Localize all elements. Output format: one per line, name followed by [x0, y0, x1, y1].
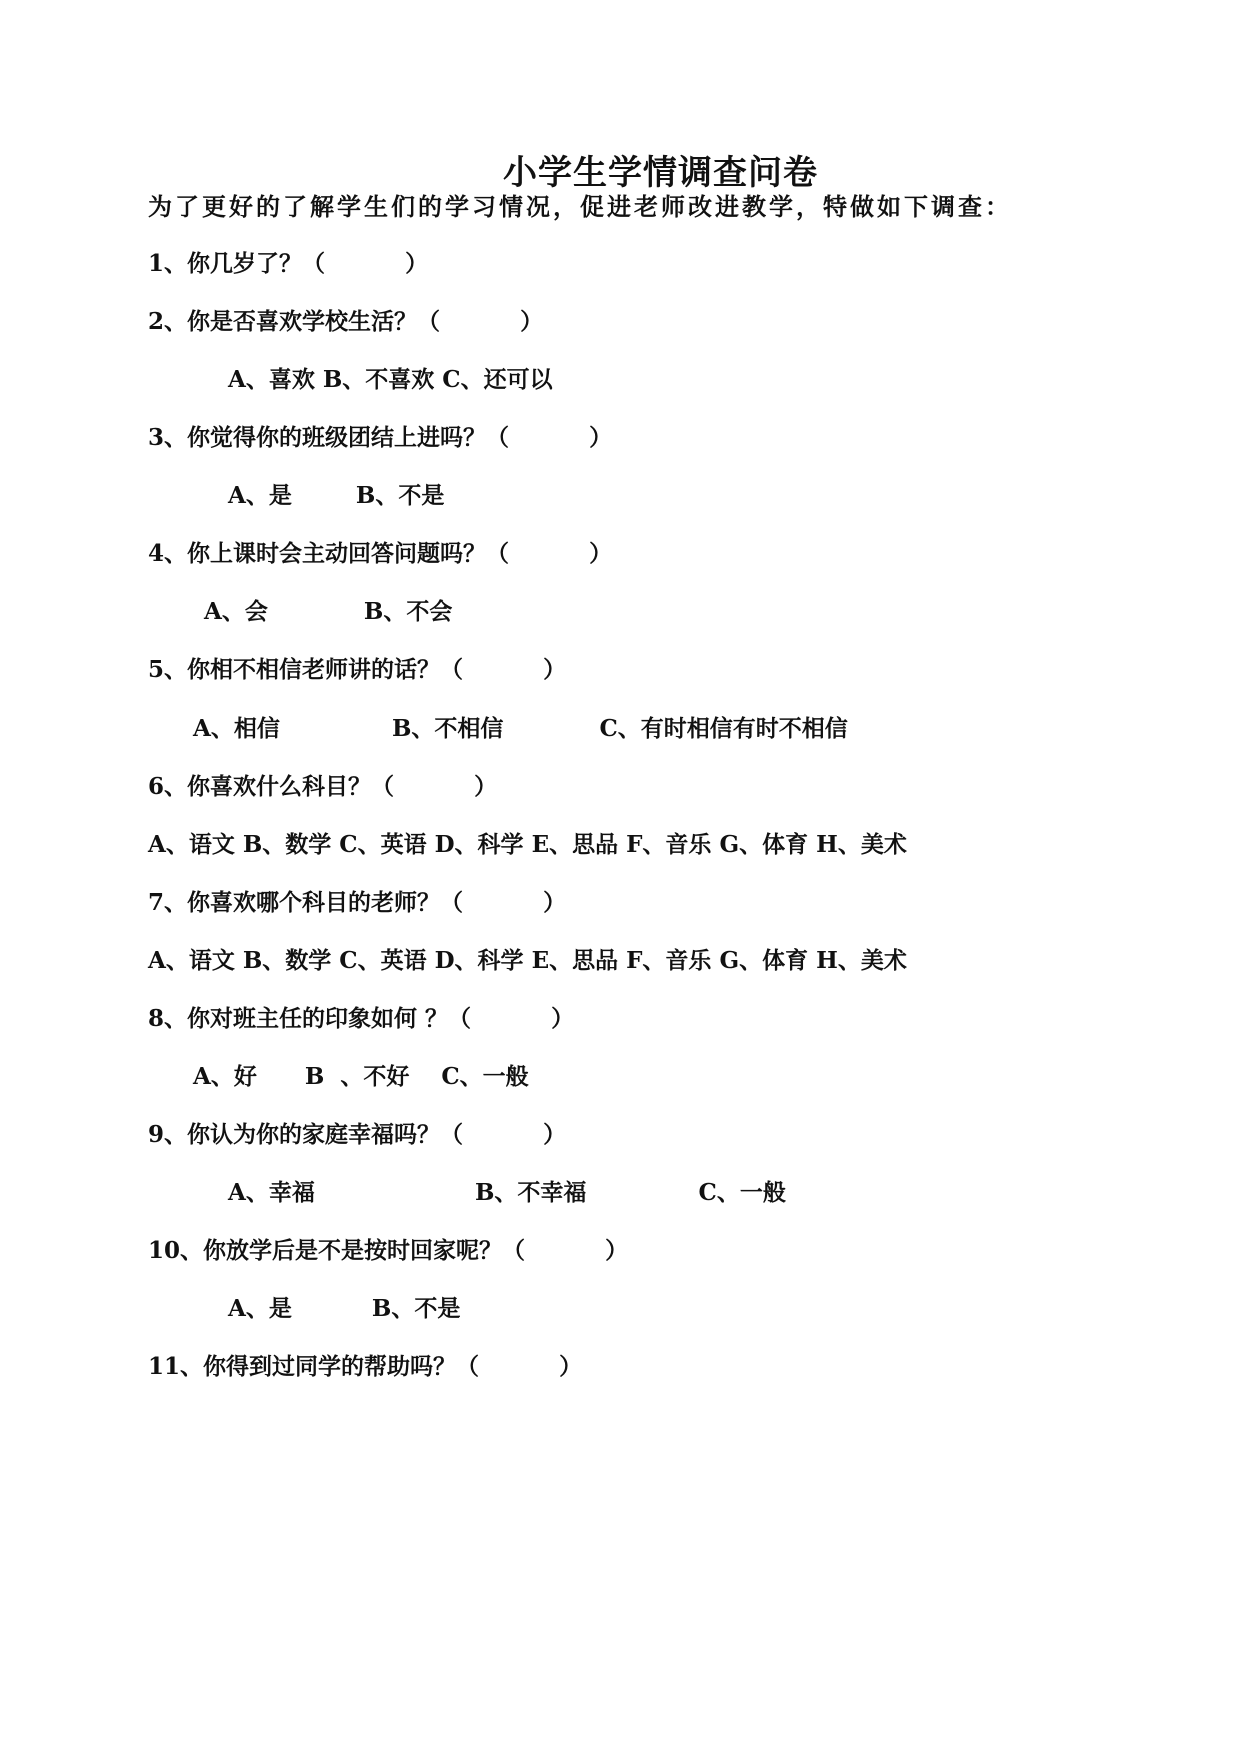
- question-9-options: A、幸福 B、不幸福 C、一般: [228, 1179, 786, 1206]
- question-3: 3、你觉得你的班级团结上进吗？（ ）: [148, 424, 613, 451]
- question-6: 6、你喜欢什么科目？（ ）: [148, 773, 498, 800]
- question-4: 4、你上课时会主动回答问题吗？（ ）: [148, 540, 613, 567]
- question-7-options: A、语文 B、数学 C、英语 D、科学 E、思品 F、音乐 G、体育 H、美术: [148, 947, 907, 974]
- question-11: 11、你得到过同学的帮助吗？（ ）: [148, 1353, 583, 1380]
- question-8: 8、你对班主任的印象如何 ？（ ）: [148, 1005, 575, 1032]
- question-2-options: A、喜欢 B、不喜欢 C、还可以: [228, 366, 553, 393]
- intro-text: 为了更好的了解学生们的学习情况，促进老师改进教学，特做如下调查：: [148, 192, 1012, 221]
- question-10-options: A、是 B、不是: [228, 1295, 461, 1322]
- question-3-options: A、是 B、不是: [228, 482, 445, 509]
- question-5: 5、你相不相信老师讲的话？（ ）: [148, 656, 567, 683]
- page-title: 小学生学情调查问卷: [503, 153, 818, 193]
- question-7: 7、你喜欢哪个科目的老师？（ ）: [148, 889, 567, 916]
- question-6-options: A、语文 B、数学 C、英语 D、科学 E、思品 F、音乐 G、体育 H、美术: [148, 831, 907, 858]
- question-5-options: A、相信 B、不相信 C、有时相信有时不相信: [193, 715, 848, 742]
- question-10: 10、你放学后是不是按时回家呢？（ ）: [148, 1237, 629, 1264]
- question-4-options: A、会 B、不会: [204, 598, 453, 625]
- question-8-options: A、好 B 、不好 C、一般: [193, 1063, 529, 1090]
- question-9: 9、你认为你的家庭幸福吗？（ ）: [148, 1121, 567, 1148]
- question-2: 2、你是否喜欢学校生活？（ ）: [148, 308, 544, 335]
- question-1: 1、你几岁了？（ ）: [148, 250, 429, 277]
